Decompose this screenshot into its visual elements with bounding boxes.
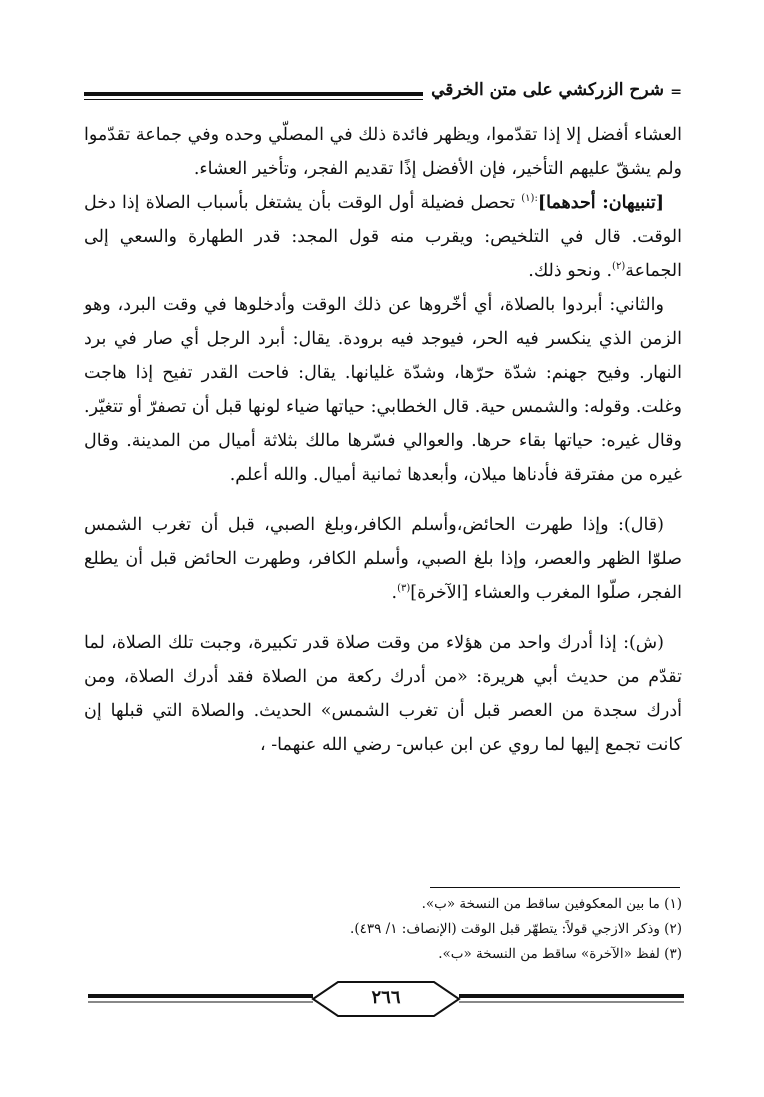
footnote-divider — [430, 887, 680, 888]
footnote-ref: :(١) — [521, 193, 538, 205]
main-text — [84, 118, 682, 762]
header-title: شرح الزركشي على متن الخرقي — [423, 80, 664, 100]
paragraph-text: العشاء أفضل إلا إذا تقدّموا، ويظهر فائدة ذلك في المصلّي وحده وفي جماعة تقدّموا ولم يشقّ عليهم التأخير، فإن الأفضل إذًا تقديم الفجر، وتأخير العشاء. — [84, 125, 682, 179]
paragraph-text: والثاني: أبردوا بالصلاة، أي أخّروها عن ذلك الوقت وأدخلوها في وقت البرد، وهو الزمن الذي ينكسر فيه الحر، فيوجد فيه برودة. يقال: أبرد الرجل أي صار في برد النهار. وفيح جهنم: شدّة حرّها، وشدّة غليانها. يقال: فاحت القدر تفيح إذا هاجت وغلت. وقوله: والشمس حية. قال الخطابي: حياتها ضياء لونها قبل أن تصفرّ أو تتغيّر. وقال غيره: حياتها بقاء حرها. والعوالي فسّرها مالك بثلاثة أميال من المدينة. وقال غيره من مفترقة فأدناها ميلان، وأبعدها ثمانية أميال. والله أعلم. — [84, 295, 682, 485]
footnotes — [84, 892, 682, 967]
footnote-ref: (٣) — [397, 583, 411, 595]
header-rule — [84, 92, 429, 96]
paragraph-text: (قال): وإذا طهرت الحائض،وأسلم الكافر،وبلغ الصبي، قبل أن تغرب الشمس صلوّا الظهر والعصر، وإذا بلغ الصبي، وأسلم الكافر، وطهرت الحائض قبل أن يطلع الفجر، صلّوا المغرب والعشاء [الآخرة] — [84, 515, 682, 603]
header-mark: = — [670, 84, 682, 100]
paragraph — [84, 508, 682, 610]
paragraph — [84, 288, 682, 492]
paragraph — [84, 118, 682, 186]
running-header — [84, 78, 682, 108]
page-footer — [88, 978, 684, 1022]
paragraph — [84, 626, 682, 762]
paragraph-text: (ش): إذا أدرك واحد من هؤلاء من وقت صلاة قدر تكبيرة، وجبت تلك الصلاة، لما تقدّم من حديث أبي هريرة: «من أدرك ركعة من الصلاة فقد أدرك الصلاة، ومن أدرك سجدة من العصر قبل أن تغرب الشمس» الحديث. والصلاة التي قبلها إن كانت تجمع إليها لما روي عن ابن عباس- رضي الله عنهما- ، — [84, 633, 682, 755]
paragraph — [84, 186, 682, 288]
paragraph-text: . — [391, 583, 398, 603]
paragraph-text: تحصل فضيلة أول الوقت بأن يشتغل بأسباب الصلاة إذا دخل الوقت. قال في التلخيص: ويقرب منه قول المجد: قدر الطهارة والسعي إلى الجماعة — [84, 193, 682, 281]
footnote-ref: (٢) — [612, 261, 626, 273]
page-number: ٢٦٦ — [371, 987, 401, 1008]
header-rule-thin — [84, 99, 429, 100]
section-heading: [تنبيهان: أحدهما] — [537, 193, 664, 213]
paragraph-text: . ونحو ذلك. — [528, 261, 613, 281]
footnote-item: (٢) وذكر الازجي قولاً: يتطهّر قبل الوقت (الإنصاف: ١/ ٤٣٩). — [350, 921, 682, 937]
footnote-item: (١) ما بين المعكوفين ساقط من النسخة «ب». — [421, 896, 682, 912]
footnote-item: (٣) لفظ «الآخرة» ساقط من النسخة «ب». — [438, 946, 682, 962]
